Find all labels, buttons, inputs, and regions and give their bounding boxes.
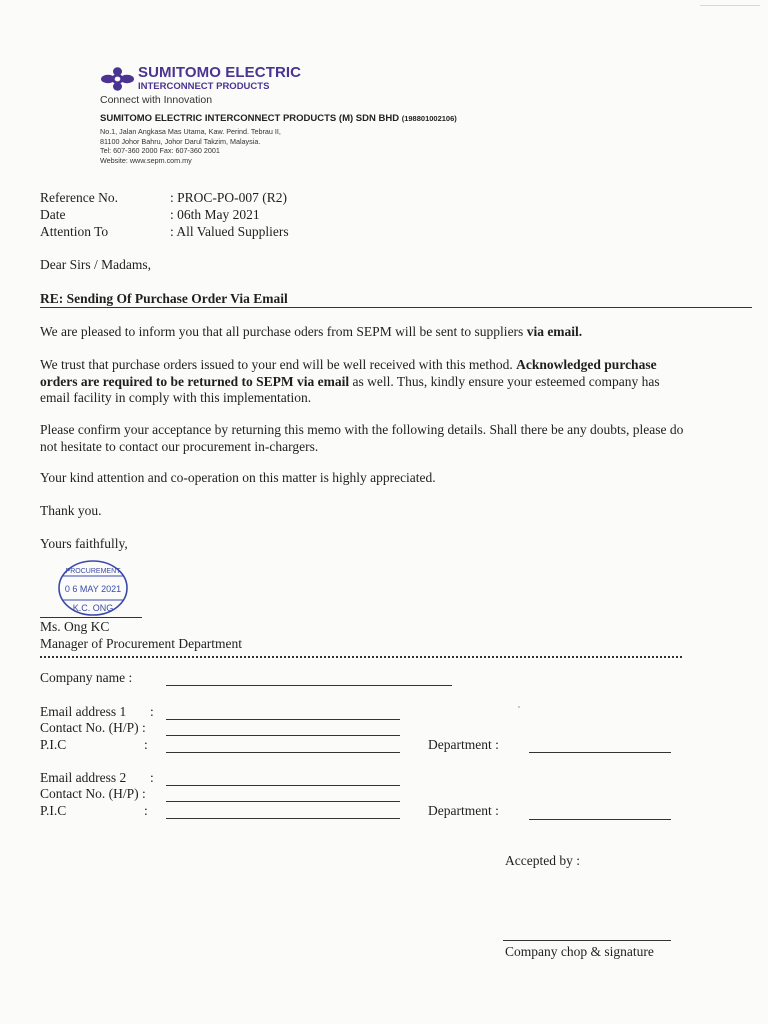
reference-row bbox=[40, 190, 288, 206]
pic-2-field[interactable] bbox=[166, 818, 400, 819]
company-name-label: Company name : bbox=[40, 670, 133, 685]
paragraph-2-text-end: as well. Thus, kindly ensure your esteemed company has email facility in comply with this implementation. bbox=[40, 373, 660, 405]
reference-label: Reference No. bbox=[40, 190, 118, 205]
company-address bbox=[100, 127, 281, 165]
date-label: Date bbox=[40, 207, 66, 222]
department-1-field[interactable] bbox=[529, 752, 671, 753]
date-row bbox=[40, 207, 260, 223]
company-registration: (198801002106) bbox=[401, 114, 457, 123]
stamp-date: 0 6 MAY 2021 bbox=[64, 584, 122, 594]
email-2-label: Email address 2 bbox=[40, 770, 127, 785]
attention-label: Attention To bbox=[40, 224, 109, 239]
subject-line: RE: Sending Of Purchase Order Via Email bbox=[40, 291, 288, 306]
pic-1-field[interactable] bbox=[166, 752, 400, 753]
paragraph-1-text: We are pleased to inform you that all purchase oders from SEPM will be sent to suppliers bbox=[40, 324, 527, 339]
signer-name: Ms. Ong KC bbox=[40, 619, 110, 634]
pic-2-label: P.I.C bbox=[40, 803, 67, 818]
email-1-field[interactable] bbox=[166, 719, 400, 720]
department-1-label: Department : bbox=[428, 737, 499, 752]
signer-title: Manager of Procurement Department bbox=[40, 636, 243, 651]
brand-name: SUMITOMO ELECTRIC bbox=[138, 64, 302, 81]
department-2-field[interactable] bbox=[529, 819, 671, 820]
closing: Yours faithfully, bbox=[40, 536, 128, 551]
attention-row bbox=[40, 224, 289, 240]
department-2-label: Department : bbox=[428, 803, 499, 818]
paragraph-3: Please confirm your acceptance by returning this memo with the following details. Shall there be any doubts, please do not hesitate to contact our procurement in-chargers. bbox=[40, 422, 684, 454]
pic-1-label: P.I.C bbox=[40, 737, 67, 752]
brand-block bbox=[138, 64, 301, 92]
tagline: Connect with Innovation bbox=[100, 94, 213, 106]
company-name-field[interactable] bbox=[166, 685, 452, 686]
sumitomo-logo-icon bbox=[100, 67, 135, 91]
contact-2-label: Contact No. (H/P) : bbox=[40, 786, 146, 801]
cut-line bbox=[40, 656, 682, 658]
paragraph-1-bold: via email. bbox=[526, 324, 583, 339]
email-1-colon: : bbox=[150, 704, 154, 719]
email-2-field[interactable] bbox=[166, 785, 400, 786]
attention-value: : All Valued Suppliers bbox=[170, 224, 289, 239]
company-legal-text: SUMITOMO ELECTRIC INTERCONNECT PRODUCTS (M) SDN BHD bbox=[100, 113, 400, 124]
stamp-department: PROCUREMENT bbox=[65, 568, 121, 575]
date-value: : 06th May 2021 bbox=[170, 207, 260, 222]
email-1-label: Email address 1 bbox=[40, 704, 127, 719]
scan-speck bbox=[518, 706, 520, 708]
contact-1-label: Contact No. (H/P) : bbox=[40, 720, 146, 735]
address-line: Website: www.sepm.com.my bbox=[100, 155, 192, 165]
subject-rule bbox=[40, 307, 752, 308]
contact-2-field[interactable] bbox=[166, 801, 400, 802]
stamp-initials: K.C. ONG bbox=[72, 603, 114, 613]
thank-you: Thank you. bbox=[40, 503, 102, 518]
chop-signature-field[interactable] bbox=[503, 940, 671, 941]
address-line: 81100 Johor Bahru, Johor Darul Takzim, Malaysia. bbox=[100, 136, 261, 146]
brand-subtitle: INTERCONNECT PRODUCTS bbox=[138, 81, 270, 92]
contact-1-field[interactable] bbox=[166, 735, 400, 736]
paragraph-1 bbox=[40, 324, 700, 341]
paragraph-2 bbox=[40, 357, 692, 407]
chop-signature-label: Company chop & signature bbox=[505, 944, 654, 959]
address-line: No.1, Jalan Angkasa Mas Utama, Kaw. Perind. Tebrau II, bbox=[100, 127, 281, 136]
accepted-by-label: Accepted by : bbox=[505, 853, 580, 868]
scan-edge-line bbox=[700, 5, 760, 6]
pic-1-colon: : bbox=[144, 737, 148, 752]
reference-value: : PROC-PO-007 (R2) bbox=[170, 190, 288, 205]
procurement-stamp bbox=[56, 558, 130, 618]
paragraph-2-bold: Acknowledged purchase orders are required to be returned to SEPM via email bbox=[40, 357, 657, 389]
paragraph-4: Your kind attention and co-operation on this matter is highly appreciated. bbox=[40, 470, 436, 485]
paragraph-2-text: We trust that purchase orders issued to your end will be well received with this method. bbox=[40, 357, 517, 372]
company-legal-name bbox=[100, 113, 457, 124]
salutation: Dear Sirs / Madams, bbox=[40, 257, 151, 272]
pic-2-colon: : bbox=[144, 803, 148, 818]
email-2-colon: : bbox=[150, 770, 154, 785]
signature-rule bbox=[40, 617, 142, 618]
address-line: Tel: 607-360 2000 Fax: 607-360 2001 bbox=[100, 146, 220, 155]
